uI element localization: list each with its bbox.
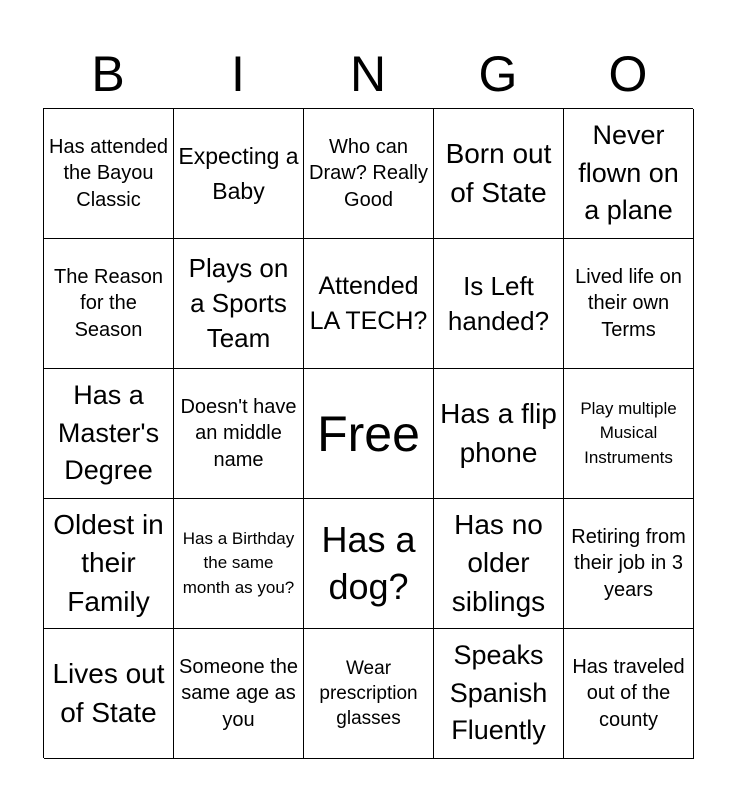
bingo-header (43, 40, 693, 108)
cell-text: Has no older siblings (451, 508, 546, 617)
bingo-cell[interactable] (174, 369, 304, 499)
bingo-cell[interactable] (564, 239, 694, 369)
cell-text: Has a Master's Degree (57, 379, 160, 486)
bingo-cell[interactable] (44, 109, 174, 239)
header-letter-g: G (478, 46, 518, 102)
bingo-cell[interactable] (434, 499, 564, 629)
cell-text: Plays on a Sports Team (188, 253, 289, 353)
bingo-cell[interactable] (174, 109, 304, 239)
header-letter-i: I (231, 46, 245, 102)
cell-text: Attended LA TECH? (309, 272, 428, 335)
header-letter-n: N (349, 46, 387, 102)
bingo-cell[interactable] (174, 629, 304, 759)
bingo-cell[interactable] (304, 109, 434, 239)
bingo-cell[interactable] (564, 499, 694, 629)
cell-text: Has a dog? (321, 518, 416, 607)
bingo-cell[interactable] (434, 369, 564, 499)
cell-text: Lives out of State (52, 657, 165, 728)
bingo-cell[interactable] (304, 239, 434, 369)
bingo-board (43, 108, 693, 758)
cell-text: Speaks Spanish Fluently (449, 639, 548, 746)
bingo-cell[interactable] (564, 629, 694, 759)
cell-text: Is Left handed? (447, 270, 550, 336)
bingo-cell[interactable] (44, 239, 174, 369)
bingo-cell[interactable] (434, 629, 564, 759)
bingo-cell[interactable] (564, 109, 694, 239)
cell-text: Wear prescription glasses (319, 657, 418, 730)
bingo-cell[interactable] (174, 499, 304, 629)
cell-text: Oldest in their Family (53, 508, 164, 617)
bingo-cell[interactable] (44, 629, 174, 759)
cell-text: The Reason for the Season (54, 265, 163, 341)
header-letter-b: B (91, 46, 125, 102)
free-space-text: Free (317, 405, 420, 462)
cell-text: Born out of State (445, 137, 552, 208)
header-letter-o: O (608, 46, 648, 102)
bingo-cell[interactable] (434, 109, 564, 239)
bingo-cell[interactable] (564, 369, 694, 499)
cell-text: Someone the same age as you (179, 655, 298, 731)
cell-text: Has a Birthday the same month as you? (182, 528, 295, 597)
bingo-cell[interactable] (304, 499, 434, 629)
cell-text: Lived life on their own Terms (575, 265, 682, 341)
cell-text: Who can Draw? Really Good (309, 135, 428, 211)
cell-text: Never flown on a plane (578, 119, 679, 226)
cell-text: Expecting a Baby (178, 143, 299, 204)
cell-text: Doesn't have an middle name (180, 395, 297, 471)
bingo-cell[interactable] (44, 499, 174, 629)
cell-text: Retiring from their job in 3 years (571, 525, 686, 601)
cell-text: Has attended the Bayou Classic (49, 135, 168, 211)
bingo-cell[interactable] (304, 629, 434, 759)
bingo-cell[interactable] (434, 239, 564, 369)
bingo-cell[interactable] (44, 369, 174, 499)
bingo-cell[interactable] (174, 239, 304, 369)
cell-text: Play multiple Musical Instruments (580, 398, 677, 467)
cell-text: Has a flip phone (440, 397, 557, 468)
cell-text: Has traveled out of the county (572, 655, 685, 731)
bingo-cell-free[interactable] (304, 369, 434, 499)
